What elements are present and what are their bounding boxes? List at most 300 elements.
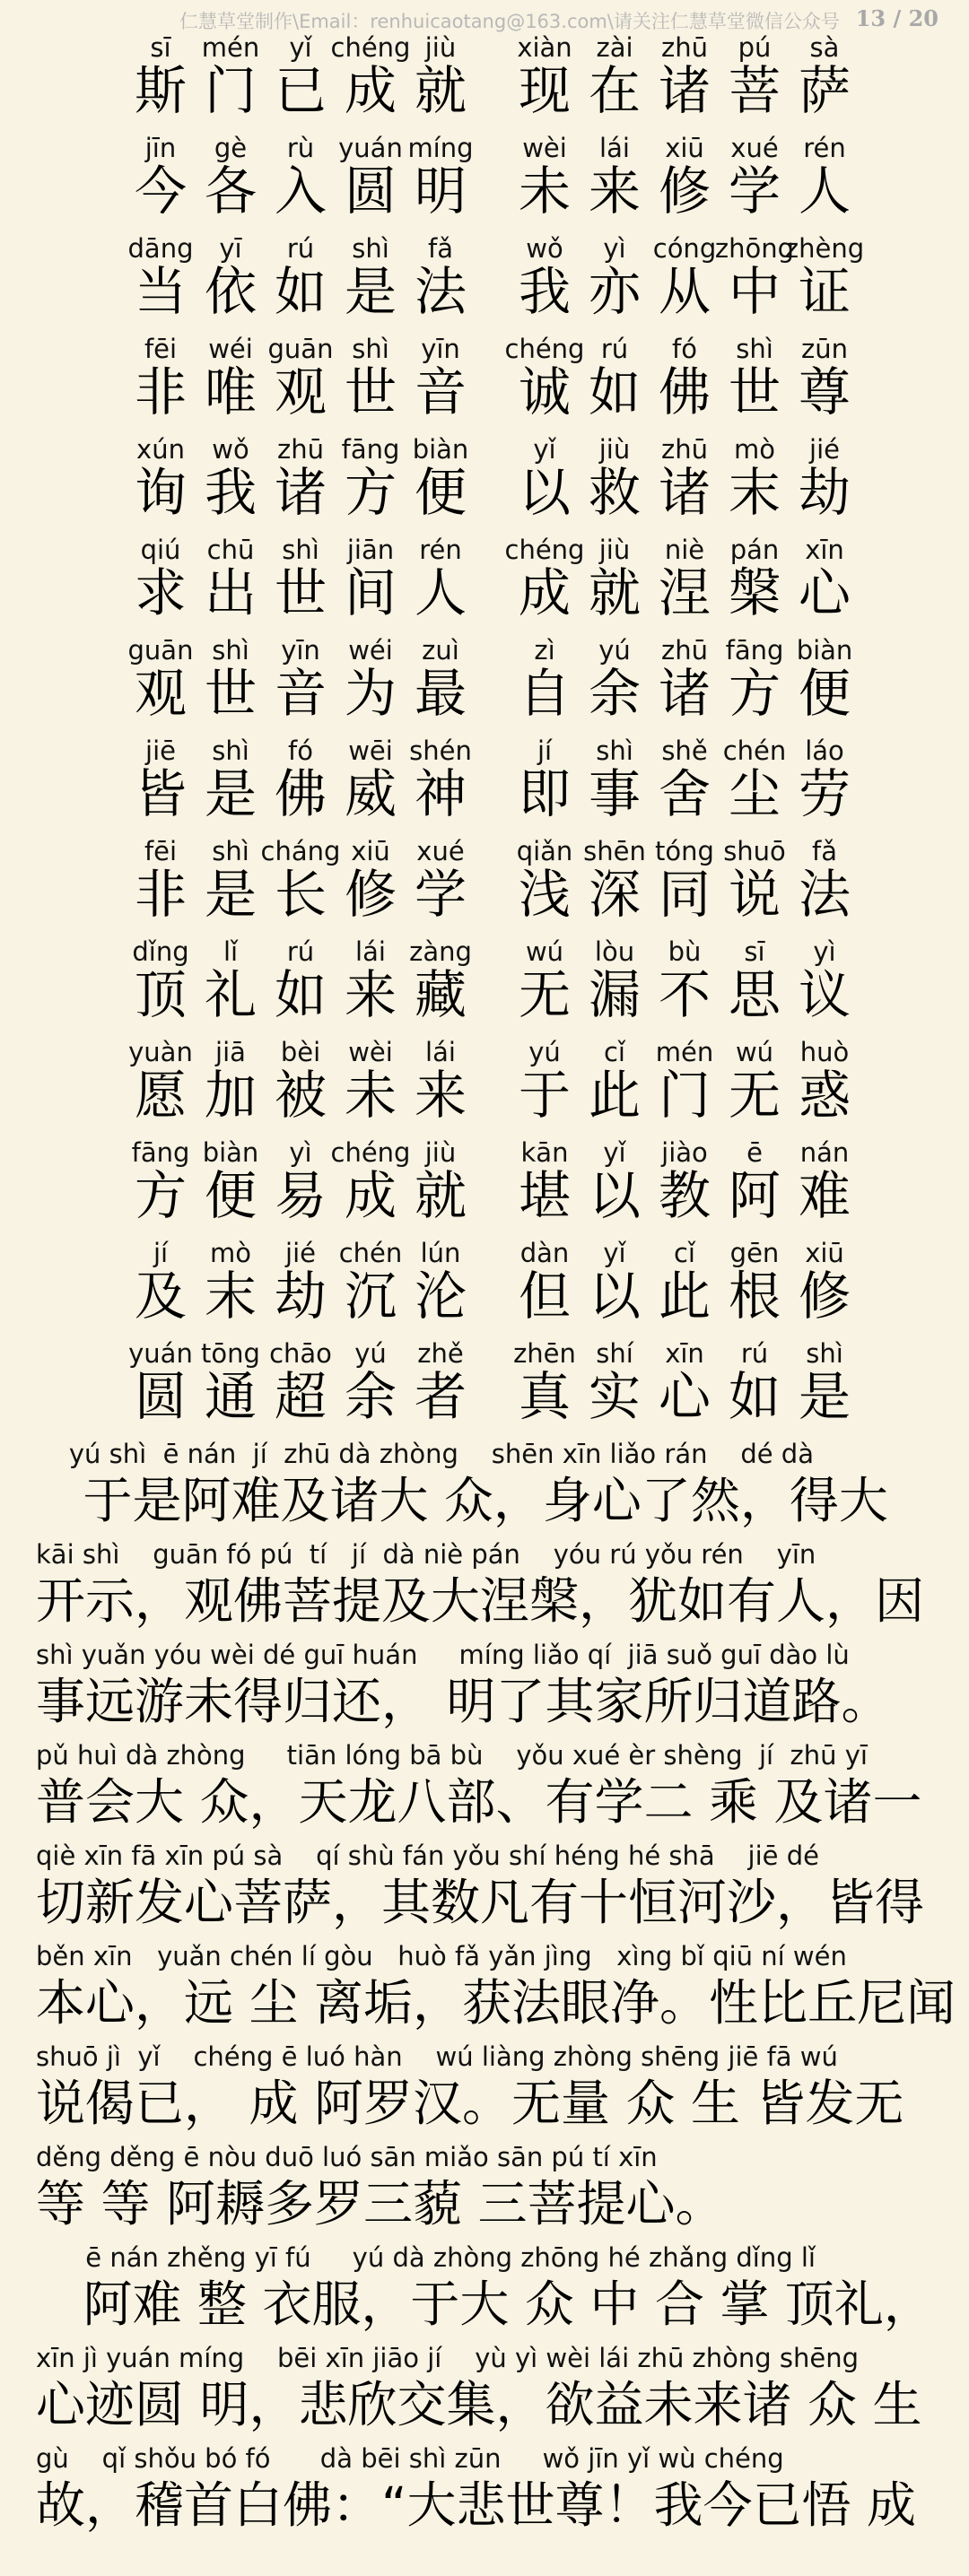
pinyin: jiā bbox=[215, 1037, 246, 1067]
hanzi: 法 bbox=[798, 864, 851, 925]
hanzi: 心 bbox=[798, 562, 851, 623]
pinyin: shě bbox=[661, 735, 708, 766]
pinyin: zhū bbox=[661, 32, 708, 63]
pinyin: shì bbox=[282, 535, 319, 565]
pinyin: shì bbox=[212, 635, 249, 666]
pinyin: sà bbox=[809, 32, 840, 63]
pinyin: qiǎn bbox=[516, 836, 573, 866]
hanzi: 世 bbox=[274, 562, 327, 623]
pinyin: chéng bbox=[504, 334, 585, 364]
verse-line bbox=[0, 936, 969, 1037]
hanzi: 救 bbox=[588, 462, 641, 523]
hanzi: 出 bbox=[204, 562, 257, 623]
hanzi: 依 bbox=[204, 261, 257, 322]
pinyin: yú bbox=[598, 635, 631, 666]
pinyin: pú bbox=[738, 32, 772, 63]
hanzi: 如 bbox=[274, 964, 327, 1025]
hanzi: 此 bbox=[588, 1065, 641, 1126]
hanzi: 普会大 众，天龙八部、有学二 乘 及诸一 bbox=[36, 1773, 922, 1831]
pinyin: fāng bbox=[341, 434, 400, 465]
hanzi: 事 bbox=[588, 763, 641, 824]
pinyin: chāo bbox=[269, 1338, 332, 1369]
hanzi: 圆 bbox=[134, 1366, 187, 1427]
pinyin: shì bbox=[736, 334, 773, 364]
hanzi: 求 bbox=[134, 562, 187, 623]
hanzi: 劫 bbox=[798, 462, 851, 523]
pinyin: fāng bbox=[131, 1137, 190, 1168]
pinyin: wéi bbox=[208, 334, 253, 364]
hanzi: 佛 bbox=[658, 361, 711, 422]
hanzi: 门 bbox=[204, 60, 257, 121]
hanzi: 方 bbox=[134, 1165, 187, 1226]
hanzi: 根 bbox=[728, 1266, 781, 1327]
pinyin: yì bbox=[603, 233, 626, 264]
hanzi: 从 bbox=[658, 261, 711, 322]
pinyin: xīn bbox=[665, 1338, 704, 1369]
hanzi: 神 bbox=[414, 763, 467, 824]
pinyin: chén bbox=[338, 1238, 403, 1268]
pinyin: chéng bbox=[330, 32, 411, 63]
hanzi: 世 bbox=[344, 361, 397, 422]
hanzi: 故，稽首白佛：“大悲世尊！我今已悟 成 bbox=[36, 2476, 916, 2534]
hanzi: 非 bbox=[134, 864, 187, 925]
hanzi: 观 bbox=[274, 361, 327, 422]
hanzi: 惑 bbox=[798, 1065, 851, 1126]
hanzi: 难 bbox=[798, 1165, 851, 1226]
hanzi: 观 bbox=[134, 663, 187, 724]
hanzi: 漏 bbox=[588, 964, 641, 1025]
pinyin: zài bbox=[596, 32, 633, 63]
pinyin: pán bbox=[729, 535, 780, 565]
verse-line bbox=[0, 1338, 969, 1439]
hanzi: 明 bbox=[414, 161, 467, 222]
hanzi: 音 bbox=[274, 663, 327, 724]
pinyin: sī bbox=[150, 32, 171, 63]
pinyin: yú bbox=[354, 1338, 387, 1369]
hanzi: 沦 bbox=[414, 1266, 467, 1327]
pinyin: yì bbox=[813, 936, 836, 967]
pinyin: zì bbox=[534, 635, 555, 666]
hanzi: 在 bbox=[588, 60, 641, 121]
hanzi: 门 bbox=[658, 1065, 711, 1126]
pinyin: yīn bbox=[421, 334, 460, 364]
hanzi: 如 bbox=[588, 361, 641, 422]
pinyin: ē bbox=[746, 1137, 763, 1168]
hanzi: 威 bbox=[344, 763, 397, 824]
prose-line bbox=[0, 1439, 969, 1539]
pinyin: nán bbox=[799, 1137, 850, 1168]
hanzi: 就 bbox=[588, 562, 641, 623]
hanzi: 不 bbox=[658, 964, 711, 1025]
pinyin: shí bbox=[596, 1338, 633, 1369]
pinyin: yuán bbox=[128, 1338, 193, 1369]
pinyin: gù qǐ shǒu bó fó dà bēi shì zūn wǒ jīn yǐ wù chéng bbox=[36, 2443, 784, 2474]
pinyin: wéi bbox=[348, 635, 393, 666]
prose-line bbox=[0, 1539, 969, 1640]
pinyin: shì bbox=[352, 233, 389, 264]
hanzi: 人 bbox=[414, 562, 467, 623]
pinyin: jiù bbox=[424, 32, 457, 63]
pinyin: gè bbox=[214, 133, 248, 163]
hanzi: 世 bbox=[728, 361, 781, 422]
pinyin: fāng bbox=[725, 635, 784, 666]
hanzi: 深 bbox=[588, 864, 641, 925]
pinyin: biàn bbox=[412, 434, 469, 465]
verse-line bbox=[0, 535, 969, 635]
pinyin: wǒ bbox=[212, 434, 249, 465]
hanzi: 教 bbox=[658, 1165, 711, 1226]
pinyin: xiū bbox=[665, 133, 704, 163]
hanzi: 就 bbox=[414, 60, 467, 121]
hanzi: 同 bbox=[658, 864, 711, 925]
hanzi: 法 bbox=[414, 261, 467, 322]
hanzi: 顶 bbox=[134, 964, 187, 1025]
hanzi: 涅 bbox=[658, 562, 711, 623]
pinyin: cóng bbox=[652, 233, 717, 264]
verse-line bbox=[0, 233, 969, 334]
hanzi: 方 bbox=[344, 462, 397, 523]
pinyin: sī bbox=[744, 936, 765, 967]
pinyin: rú bbox=[740, 1338, 769, 1369]
hanzi: 我 bbox=[204, 462, 257, 523]
hanzi: 末 bbox=[728, 462, 781, 523]
hanzi: 间 bbox=[344, 562, 397, 623]
verse-line bbox=[0, 836, 969, 936]
pinyin: shì yuǎn yóu wèi dé guī huán míng liǎo qí jiā suǒ guī dào lù bbox=[36, 1640, 850, 1670]
verse-line bbox=[0, 1137, 969, 1238]
hanzi: 礼 bbox=[204, 964, 257, 1025]
pinyin: fēi bbox=[144, 334, 178, 364]
hanzi: 实 bbox=[588, 1366, 641, 1427]
hanzi: 于 bbox=[518, 1065, 571, 1126]
pinyin: zhēn bbox=[513, 1338, 576, 1369]
hanzi: 即 bbox=[518, 763, 571, 824]
pinyin: yuán bbox=[338, 133, 403, 163]
pinyin: wú bbox=[525, 936, 564, 967]
hanzi: 人 bbox=[798, 161, 851, 222]
pinyin: yǐ bbox=[289, 32, 312, 63]
hanzi: 易 bbox=[274, 1165, 327, 1226]
pinyin: cǐ bbox=[673, 1238, 695, 1268]
hanzi: 非 bbox=[134, 361, 187, 422]
hanzi: 诸 bbox=[658, 462, 711, 523]
hanzi: 加 bbox=[204, 1065, 257, 1126]
pinyin: cháng bbox=[260, 836, 341, 866]
source-notice: 仁慧草堂制作\Email：renhuicaotang@163.com\请关注仁慧草堂微信公众号 bbox=[179, 11, 840, 32]
pinyin: chéng bbox=[504, 535, 585, 565]
pinyin: mò bbox=[734, 434, 775, 465]
hanzi: 今 bbox=[134, 161, 187, 222]
hanzi: 沉 bbox=[344, 1266, 397, 1327]
hanzi: 超 bbox=[274, 1366, 327, 1427]
hanzi: 是 bbox=[344, 261, 397, 322]
hanzi: 但 bbox=[518, 1266, 571, 1327]
pinyin: lái bbox=[425, 1037, 456, 1067]
prose-line bbox=[0, 2041, 969, 2142]
pinyin: láo bbox=[805, 735, 844, 766]
pinyin: jīn bbox=[144, 133, 177, 163]
pinyin: lòu bbox=[594, 936, 635, 967]
hanzi: 便 bbox=[204, 1165, 257, 1226]
pinyin: xiū bbox=[351, 836, 390, 866]
hanzi: 最 bbox=[414, 663, 467, 724]
hanzi: 修 bbox=[798, 1266, 851, 1327]
hanzi: 长 bbox=[274, 864, 327, 925]
hanzi: 自 bbox=[518, 663, 571, 724]
hanzi: 是 bbox=[204, 864, 257, 925]
hanzi: 学 bbox=[414, 864, 467, 925]
hanzi: 唯 bbox=[204, 361, 257, 422]
pinyin: biàn bbox=[796, 635, 853, 666]
pinyin: dāng bbox=[127, 233, 194, 264]
hanzi: 以 bbox=[588, 1165, 641, 1226]
pinyin: yú bbox=[528, 1037, 561, 1067]
pinyin: shì bbox=[352, 334, 389, 364]
pinyin: chū bbox=[206, 535, 255, 565]
pinyin: niè bbox=[664, 535, 705, 565]
pinyin: rén bbox=[803, 133, 846, 163]
pinyin: zhě bbox=[417, 1338, 464, 1369]
hanzi: 我 bbox=[518, 261, 571, 322]
hanzi: 当 bbox=[134, 261, 187, 322]
verse-line bbox=[0, 32, 969, 133]
pinyin: jié bbox=[809, 434, 840, 465]
pinyin: lái bbox=[355, 936, 386, 967]
hanzi: 此 bbox=[658, 1266, 711, 1327]
pinyin: zhū bbox=[661, 434, 708, 465]
pinyin: wú bbox=[735, 1037, 774, 1067]
pinyin: jiù bbox=[598, 434, 631, 465]
pinyin: shì bbox=[212, 836, 249, 866]
hanzi: 无 bbox=[518, 964, 571, 1025]
hanzi: 证 bbox=[798, 261, 851, 322]
hanzi: 切新发心菩萨，其数凡有十恒河沙，皆得 bbox=[36, 1874, 925, 1931]
pinyin: tóng bbox=[655, 836, 714, 866]
hanzi: 以 bbox=[518, 462, 571, 523]
pinyin: shì bbox=[806, 1338, 843, 1369]
pinyin: jiē bbox=[145, 735, 176, 766]
verse-line bbox=[0, 1238, 969, 1338]
hanzi: 通 bbox=[204, 1366, 257, 1427]
hanzi: 思 bbox=[728, 964, 781, 1025]
hanzi: 方 bbox=[728, 663, 781, 724]
hanzi: 劫 bbox=[274, 1266, 327, 1327]
hanzi: 等 等 阿耨多罗三藐 三菩提心。 bbox=[36, 2175, 725, 2232]
pinyin: lái bbox=[599, 133, 630, 163]
pinyin: jiù bbox=[598, 535, 631, 565]
hanzi: 菩 bbox=[728, 60, 781, 121]
pinyin: bèi bbox=[280, 1037, 321, 1067]
hanzi: 尊 bbox=[798, 361, 851, 422]
page-number: 13 / 20 bbox=[855, 5, 938, 31]
pinyin: rù bbox=[286, 133, 315, 163]
verse-line bbox=[0, 1037, 969, 1137]
hanzi: 未 bbox=[344, 1065, 397, 1126]
pinyin: yú shì ē nán jí zhū dà zhòng shēn xīn liǎo rán dé dà bbox=[36, 1439, 814, 1469]
pinyin: shuō jì yǐ chéng ē luó hàn wú liàng zhòng shēng jiē fā wú bbox=[36, 2041, 838, 2072]
pinyin: zhōng bbox=[714, 233, 795, 264]
pinyin: yì bbox=[289, 1137, 312, 1168]
hanzi: 被 bbox=[274, 1065, 327, 1126]
pinyin: yǐ bbox=[603, 1238, 626, 1268]
hanzi: 槃 bbox=[728, 562, 781, 623]
hanzi: 堪 bbox=[518, 1165, 571, 1226]
hanzi: 就 bbox=[414, 1165, 467, 1226]
pinyin: zūn bbox=[801, 334, 848, 364]
verse-line bbox=[0, 133, 969, 233]
pinyin: mén bbox=[655, 1037, 714, 1067]
hanzi: 亦 bbox=[588, 261, 641, 322]
pinyin: běn xīn yuǎn chén lí gòu huò fǎ yǎn jìng xìng bǐ qiū ní wén bbox=[36, 1941, 847, 1971]
hanzi: 及 bbox=[134, 1266, 187, 1327]
hanzi: 来 bbox=[588, 161, 641, 222]
hanzi: 末 bbox=[204, 1266, 257, 1327]
pinyin: guān bbox=[127, 635, 194, 666]
pinyin: dǐng bbox=[132, 936, 189, 967]
hanzi: 入 bbox=[274, 161, 327, 222]
pinyin: jiān bbox=[346, 535, 395, 565]
hanzi: 诚 bbox=[518, 361, 571, 422]
pinyin: zhèng bbox=[784, 233, 865, 264]
pinyin: shuō bbox=[723, 836, 786, 866]
pinyin: kāi shì guān fó pú tí jí dà niè pán yóu rú yǒu rén yīn bbox=[36, 1539, 816, 1570]
verse-line bbox=[0, 735, 969, 836]
hanzi: 于是阿难及诸大 众，身心了然，得大 bbox=[36, 1472, 888, 1529]
hanzi: 音 bbox=[414, 361, 467, 422]
pinyin: yuàn bbox=[128, 1037, 193, 1067]
hanzi: 世 bbox=[204, 663, 257, 724]
hanzi: 浅 bbox=[518, 864, 571, 925]
hanzi: 尘 bbox=[728, 763, 781, 824]
pinyin: rén bbox=[419, 535, 462, 565]
pinyin: shì bbox=[212, 735, 249, 766]
hanzi: 余 bbox=[344, 1366, 397, 1427]
pinyin: xún bbox=[136, 434, 185, 465]
prose-line bbox=[0, 2142, 969, 2242]
pinyin: jí bbox=[153, 1238, 169, 1268]
hanzi: 心 bbox=[658, 1366, 711, 1427]
pinyin: lún bbox=[420, 1238, 461, 1268]
hanzi: 修 bbox=[344, 864, 397, 925]
hanzi: 是 bbox=[204, 763, 257, 824]
pinyin: jí bbox=[537, 735, 553, 766]
hanzi: 阿难 整 衣服，于大 众 中 合 掌 顶礼， bbox=[36, 2276, 933, 2333]
pinyin: shēn bbox=[583, 836, 646, 866]
pinyin: huò bbox=[799, 1037, 850, 1067]
pinyin: mén bbox=[201, 32, 260, 63]
pinyin: shén bbox=[409, 735, 472, 766]
hanzi: 成 bbox=[344, 60, 397, 121]
hanzi: 现 bbox=[518, 60, 571, 121]
pinyin: rú bbox=[286, 233, 315, 264]
pinyin: xiū bbox=[805, 1238, 844, 1268]
prose-line bbox=[0, 1941, 969, 2041]
hanzi: 修 bbox=[658, 161, 711, 222]
pinyin: zhū bbox=[277, 434, 324, 465]
pinyin: pǔ huì dà zhòng tiān lóng bā bù yǒu xué èr shèng jí zhū yī bbox=[36, 1740, 868, 1771]
pinyin: xué bbox=[730, 133, 779, 163]
pinyin: jié bbox=[285, 1238, 316, 1268]
prose-line bbox=[0, 2443, 969, 2544]
pinyin: wēi bbox=[348, 735, 393, 766]
hanzi: 劳 bbox=[798, 763, 851, 824]
pinyin: qiú bbox=[140, 535, 181, 565]
pinyin: fēi bbox=[144, 836, 178, 866]
verse-line bbox=[0, 635, 969, 735]
pinyin: biàn bbox=[202, 1137, 259, 1168]
hanzi: 阿 bbox=[728, 1165, 781, 1226]
hanzi: 各 bbox=[204, 161, 257, 222]
pinyin: chén bbox=[722, 735, 787, 766]
pinyin: fǎ bbox=[428, 233, 453, 264]
pinyin: bù bbox=[668, 936, 702, 967]
pinyin: zuì bbox=[422, 635, 459, 666]
prose-line bbox=[0, 2242, 969, 2343]
hanzi: 如 bbox=[274, 261, 327, 322]
pinyin: jiào bbox=[661, 1137, 708, 1168]
hanzi: 成 bbox=[344, 1165, 397, 1226]
hanzi: 开示，观佛菩提及大涅槃，犹如有人，因 bbox=[36, 1572, 925, 1630]
prose-line bbox=[0, 1841, 969, 1941]
hanzi: 佛 bbox=[274, 763, 327, 824]
hanzi: 便 bbox=[798, 663, 851, 724]
hanzi: 舍 bbox=[658, 763, 711, 824]
hanzi: 来 bbox=[414, 1065, 467, 1126]
hanzi: 以 bbox=[588, 1266, 641, 1327]
hanzi: 真 bbox=[518, 1366, 571, 1427]
hanzi: 诸 bbox=[658, 60, 711, 121]
hanzi: 学 bbox=[728, 161, 781, 222]
pinyin: gēn bbox=[729, 1238, 780, 1268]
pinyin: jiù bbox=[424, 1137, 457, 1168]
pinyin: chéng bbox=[330, 1137, 411, 1168]
pinyin: yī bbox=[219, 233, 242, 264]
pinyin: ē nán zhěng yī fú yú dà zhòng zhōng hé zhǎng dǐng lǐ bbox=[36, 2242, 816, 2273]
hanzi: 事远游未得归还， 明了其家所归道路。 bbox=[36, 1673, 891, 1730]
pinyin: guān bbox=[267, 334, 334, 364]
hanzi: 议 bbox=[798, 964, 851, 1025]
pinyin: mò bbox=[210, 1238, 251, 1268]
hanzi: 诸 bbox=[658, 663, 711, 724]
pinyin: qiè xīn fā xīn pú sà qí shù fán yǒu shí héng hé shā jiē dé bbox=[36, 1841, 819, 1871]
hanzi: 是 bbox=[798, 1366, 851, 1427]
hanzi: 萨 bbox=[798, 60, 851, 121]
pinyin: lǐ bbox=[223, 936, 239, 967]
pinyin: shì bbox=[596, 735, 633, 766]
pinyin: zàng bbox=[409, 936, 472, 967]
hanzi: 说偈已， 成 阿罗汉。无量 众 生 皆发无 bbox=[36, 2075, 904, 2132]
hanzi: 中 bbox=[728, 261, 781, 322]
pinyin: fǎ bbox=[812, 836, 837, 866]
hanzi: 诸 bbox=[274, 462, 327, 523]
hanzi: 者 bbox=[414, 1366, 467, 1427]
pinyin: cǐ bbox=[603, 1037, 625, 1067]
pinyin: xīn jì yuán míng bēi xīn jiāo jí yù yì wèi lái zhū zhòng shēng bbox=[36, 2343, 860, 2373]
prose-line bbox=[0, 2343, 969, 2443]
prose-line bbox=[0, 1740, 969, 1841]
hanzi: 成 bbox=[518, 562, 571, 623]
hanzi: 圆 bbox=[344, 161, 397, 222]
hanzi: 余 bbox=[588, 663, 641, 724]
pinyin: yīn bbox=[281, 635, 320, 666]
pinyin: dàn bbox=[519, 1238, 570, 1268]
pinyin: wèi bbox=[522, 133, 567, 163]
hanzi: 如 bbox=[728, 1366, 781, 1427]
hanzi: 为 bbox=[344, 663, 397, 724]
verse-line bbox=[0, 334, 969, 434]
pinyin: kān bbox=[520, 1137, 569, 1168]
hanzi: 询 bbox=[134, 462, 187, 523]
